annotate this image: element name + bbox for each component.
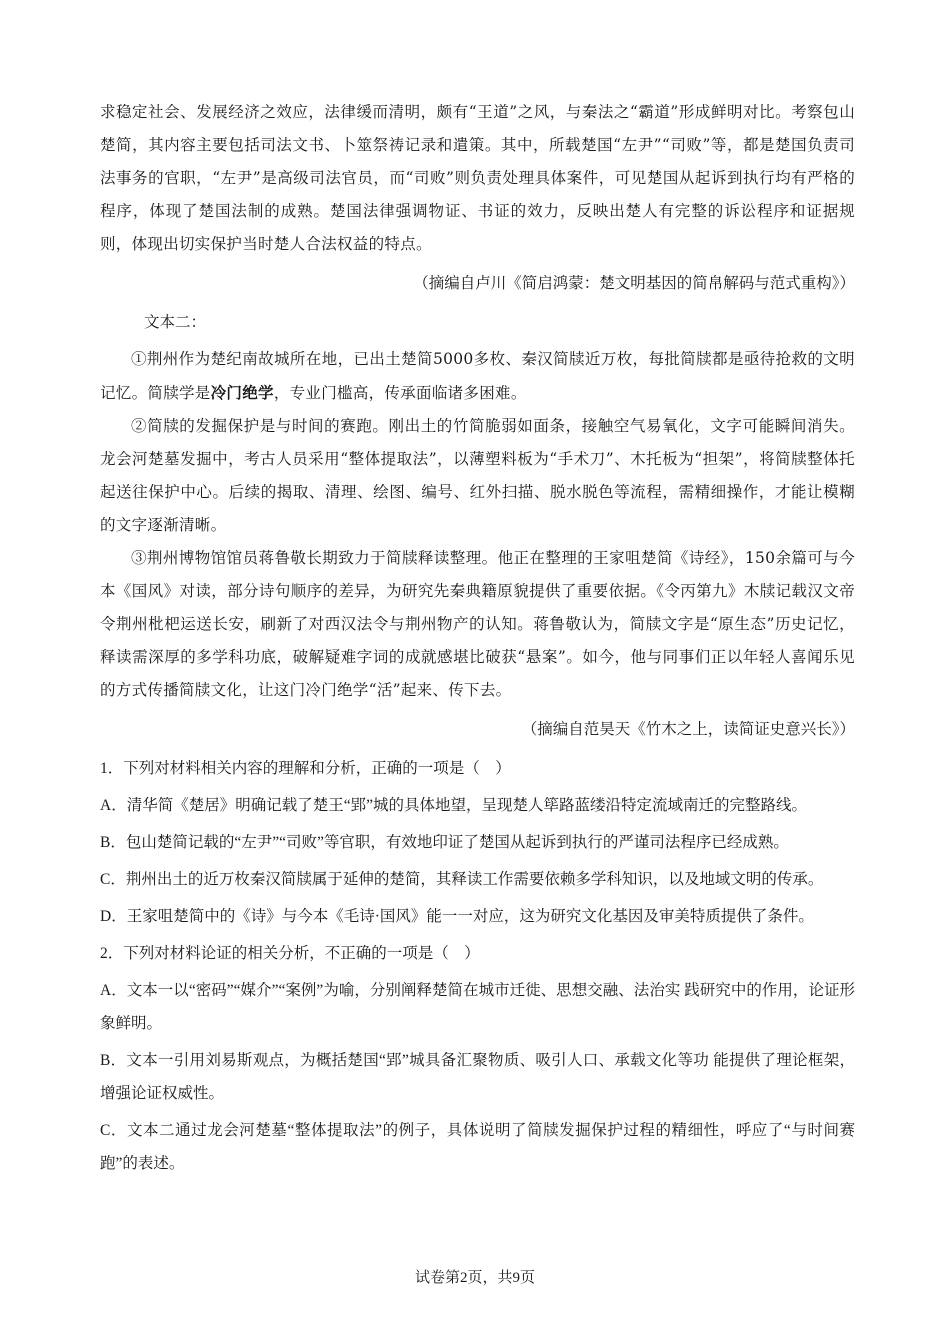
source-citation-2: （摘编自范昊天《竹木之上，读简证史意兴长》）	[521, 720, 855, 738]
para1-text-a: ①荆州作为楚纪南故城所在地，已出土楚简5000多枚、秦汉简牍近万枚，每批简牍都是亟待抢救的文明记忆。简牍学是	[100, 350, 855, 402]
question-2-option-c: C．文本二通过龙会河楚墓“整体提取法”的例子，具体说明了简牍发掘保护过程的精细性，呼应了“与时间赛跑”的表述。	[100, 1122, 855, 1172]
question-2-stem: 2．下列对材料论证的相关分析，不正确的一项是（ ）	[100, 945, 480, 962]
document-page	[100, 96, 855, 1184]
text2-paragraph-2: ②简牍的发掘保护是与时间的赛跑。刚出土的竹简脆弱如面条，接触空气易氧化，文字可能瞬间消失。龙会河楚墓发掘中，考古人员采用“整体提取法”，以薄塑料板为“手术刀”、木托板为“担架”，将简牍整体托起送往保护中心。后续的揭取、清理、绘图、编号、红外扫描、脱水脱色等流程，需精细操作，才能让模糊的文字逐渐清晰。	[100, 417, 855, 534]
page-footer: 试卷第2页，共9页	[414, 1270, 535, 1286]
question-2-option-a: A．文本一以“密码”“媒介”“案例”为喻，分别阐释楚简在城市迁徙、思想交融、法治实 践研究中的作用，论证形象鲜明。	[100, 982, 855, 1032]
text2-paragraph-1	[100, 343, 855, 410]
text1-tail-paragraph: 求稳定社会、发展经济之效应，法律缓而清明，颇有“王道”之风，与秦法之“霸道”形成鲜明对比。考察包山楚简，其内容主要包括司法文书、卜筮祭祷记录和遣策。其中，所载楚国“左尹”“司败”等，都是楚国负责司法事务的官职，“左尹”是高级司法官员，而“司败”则负责处理具体案件，可见楚国从起诉到执行均有严格的程序，体现了楚国法制的成熟。楚国法律强调物证、书证的效力，反映出楚人有完整的诉讼程序和证据规则，体现出切实保护当时楚人合法权益的特点。	[100, 103, 855, 253]
para1-text-b: ，专业门槛高，传承面临诸多困难。	[273, 384, 527, 402]
question-1-option-a: A．清华简《楚居》明确记载了楚王“郢”城的具体地望，呈现楚人筚路蓝缕沿特定流域南迁的完整路线。	[100, 797, 807, 814]
text2-paragraph-3: ③荆州博物馆馆员蒋鲁敬长期致力于简牍释读整理。他正在整理的王家咀楚简《诗经》，150余篇可与今本《国风》对读，部分诗句顺序的差异，为研究先秦典籍原貌提供了重要依据。《令丙第九》木牍记载汉文帝令荆州枇杷运送长安，刷新了对西汉法令与荆州物产的认知。蒋鲁敬认为，简牍文字是“原生态”历史记忆，释读需深厚的多学科功底，破解疑难字词的成就感堪比破获“悬案”。如今，他与同事们正以年轻人喜闻乐见的方式传播简牍文化，让这门冷门绝学“活”起来、传下去。	[100, 549, 855, 699]
text2-label: 文本二：	[144, 313, 207, 331]
question-1-option-d: D．王家咀楚简中的《诗》与今本《毛诗·国风》能一一对应，这为研究文化基因及审美特质提供了条件。	[100, 908, 814, 925]
question-2-option-b: B．文本一引用刘易斯观点，为概括楚国“郢”城具备汇聚物质、吸引人口、承载文化等功 能提供了理论框架，增强论证权威性。	[100, 1052, 855, 1102]
question-1-stem: 1．下列对材料相关内容的理解和分析，正确的一项是（ ）	[100, 760, 511, 777]
source-citation-1: （摘编自卢川《简启鸿蒙：楚文明基因的简帛解码与范式重构》）	[413, 274, 855, 292]
question-1-option-b: B．包山楚简记载的“左尹”“司败”等官职，有效地印证了楚国从起诉到执行的严谨司法程序已经成熟。	[100, 834, 789, 851]
question-1-option-c: C．荆州出土的近万枚秦汉简牍属于延伸的楚简，其释读工作需要依赖多学科知识，以及地域文明的传承。	[100, 871, 824, 888]
para1-bold-term: 冷门绝学	[210, 383, 274, 402]
